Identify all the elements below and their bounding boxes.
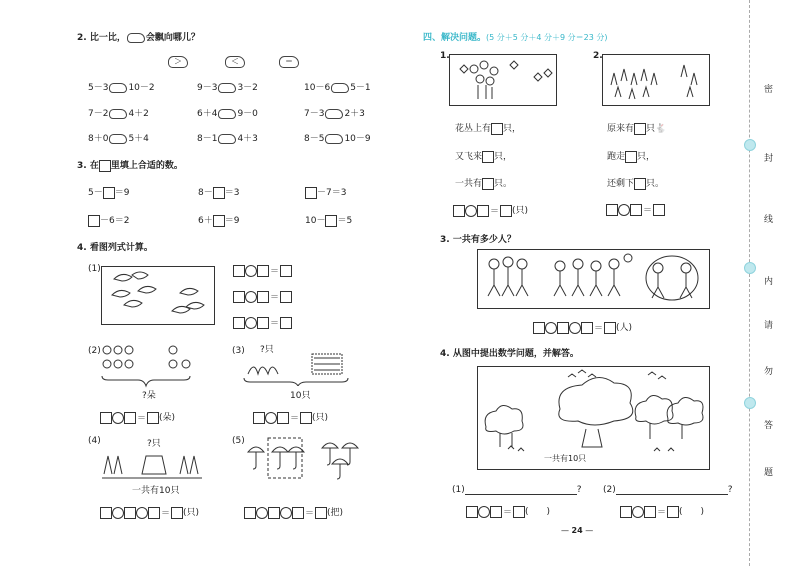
- q2-row: 6＋4 9－0: [197, 109, 258, 119]
- s1-line-2: 又飞来 只，: [455, 152, 513, 162]
- q3-item: －7＝3: [305, 185, 346, 199]
- answer-box[interactable]: [513, 506, 525, 518]
- answer-box[interactable]: [257, 265, 269, 277]
- answer-box[interactable]: [280, 291, 292, 303]
- answer-box[interactable]: [482, 151, 494, 163]
- answer-box[interactable]: [620, 506, 632, 518]
- dolphins-illustration: [102, 267, 214, 324]
- section-title: 四、解决问题。(5 分＋5 分＋4 分＋9 分＝23 分): [423, 33, 608, 43]
- q4-part4-top-label: ?只: [147, 439, 161, 449]
- answer-box[interactable]: [280, 265, 292, 277]
- dolphin-picture-frame: [101, 266, 215, 325]
- q3-item: 10－ ＝5: [305, 216, 353, 226]
- rabbits-basket-illustration: [98, 446, 208, 480]
- answer-box[interactable]: [533, 322, 545, 334]
- s2-equation: ＝: [606, 203, 665, 216]
- q2-top-cloud-2: ＜: [224, 56, 246, 68]
- q4-part1-equation-1: ＝: [233, 264, 292, 277]
- answer-box[interactable]: [300, 412, 312, 424]
- margin-char: 线: [764, 215, 774, 225]
- q4-part2-equation: ＝ (朵): [100, 410, 175, 424]
- s2-line-3: 还剩下 只。: [607, 179, 665, 189]
- q4-part4-total: 一共有10只: [132, 486, 180, 496]
- answer-circle[interactable]: [618, 204, 630, 216]
- birds-grass-illustration: [240, 352, 350, 386]
- q4-part3-top-label: ?只: [260, 345, 274, 355]
- answer-box[interactable]: [257, 291, 269, 303]
- q4-part3-equation: ＝ (只): [253, 410, 328, 424]
- q4-part1-label: (1): [88, 264, 101, 274]
- box-icon: [99, 160, 111, 172]
- q3-item: 8－ ＝3: [198, 188, 240, 198]
- answer-box[interactable]: [124, 412, 136, 424]
- answer-box[interactable]: [213, 187, 225, 199]
- binding-hole: [744, 397, 756, 409]
- q4-part3-label: (3): [232, 346, 245, 356]
- q4-part5-equation: ＝ (把): [244, 505, 343, 519]
- answer-box[interactable]: [453, 205, 465, 217]
- answer-circle[interactable]: [280, 507, 292, 519]
- q4-part2-label: (2): [88, 346, 101, 356]
- answer-box[interactable]: [490, 506, 502, 518]
- answer-box[interactable]: [325, 215, 337, 227]
- answer-cloud[interactable]: [325, 109, 343, 119]
- q2-row: 7－3 2＋3: [304, 109, 365, 119]
- s2-picture-frame: [602, 54, 710, 106]
- answer-box[interactable]: [557, 322, 569, 334]
- q2-row: 8－5 10－9: [304, 134, 371, 144]
- margin-char: 请: [764, 321, 774, 331]
- s3-title: 3. 一共有多少人？: [440, 235, 516, 245]
- page-number: — 24 —: [561, 526, 594, 535]
- q2-top-cloud-3: ＝: [278, 56, 300, 68]
- q2-title: 2. 比一比， 会飘向哪儿？: [77, 33, 200, 43]
- answer-cloud[interactable]: [218, 83, 236, 93]
- s4-picture-frame: [477, 366, 710, 470]
- q2-row: 9－3 3－2: [197, 83, 258, 93]
- q4-part2-brace-label: ?朵: [142, 391, 156, 401]
- answer-circle[interactable]: [545, 322, 557, 334]
- margin-char: 勿: [764, 367, 774, 377]
- answer-box[interactable]: [644, 506, 656, 518]
- answer-box[interactable]: [100, 507, 112, 519]
- answer-cloud[interactable]: [218, 109, 236, 119]
- answer-box[interactable]: [124, 507, 136, 519]
- binding-line: [749, 0, 750, 566]
- answer-cloud[interactable]: [109, 134, 127, 144]
- answer-cloud[interactable]: [325, 134, 343, 144]
- answer-cloud[interactable]: [218, 134, 236, 144]
- answer-box[interactable]: [630, 204, 642, 216]
- answer-box[interactable]: [103, 187, 115, 199]
- answer-box[interactable]: [604, 322, 616, 334]
- answer-box[interactable]: [280, 317, 292, 329]
- answer-circle[interactable]: [112, 507, 124, 519]
- s2-line-1: 原来有 只🐇: [607, 124, 667, 134]
- s2-line-2: 跑走 只，: [607, 152, 656, 162]
- margin-char: 密: [764, 85, 774, 95]
- margin-char: 封: [764, 154, 774, 164]
- answer-box[interactable]: [277, 412, 289, 424]
- answer-box[interactable]: [466, 506, 478, 518]
- trees-birds-illustration: [478, 367, 709, 469]
- s4-caption: 一共有10只: [544, 454, 587, 463]
- answer-circle[interactable]: [245, 317, 257, 329]
- answer-box[interactable]: [292, 507, 304, 519]
- answer-circle[interactable]: [256, 507, 268, 519]
- answer-box[interactable]: [148, 507, 160, 519]
- s4-equation-1: ＝ ( ): [466, 504, 550, 518]
- answer-circle[interactable]: [465, 205, 477, 217]
- q3-item: 5－ ＝9: [88, 188, 130, 198]
- answer-box[interactable]: [482, 178, 494, 190]
- q4-part4-label: (4): [88, 436, 101, 446]
- q2-row: 10－6 5－1: [304, 83, 371, 93]
- s3-picture-frame: [477, 249, 710, 309]
- binding-hole: [744, 139, 756, 151]
- q3-item: －6＝2: [88, 213, 129, 227]
- answer-circle[interactable]: [245, 291, 257, 303]
- answer-box[interactable]: [634, 178, 646, 190]
- margin-char: 题: [764, 468, 774, 478]
- answer-box[interactable]: [233, 291, 245, 303]
- children-playing-illustration: [478, 250, 709, 308]
- q4-part4-equation: ＝ (只): [100, 505, 199, 519]
- cloud-icon: [127, 33, 145, 43]
- answer-box[interactable]: [667, 506, 679, 518]
- answer-box[interactable]: [88, 215, 100, 227]
- q4-title: 4. 看图列式计算。: [77, 243, 153, 253]
- s1-line-3: 一共有 只。: [455, 179, 513, 189]
- s1-number: 1.: [440, 51, 450, 61]
- answer-box[interactable]: [147, 412, 159, 424]
- s1-picture-frame: [449, 54, 557, 106]
- rabbit-icon: 🐇: [655, 124, 667, 134]
- q4-part1-equation-2: ＝: [233, 290, 292, 303]
- q4-part3-brace-label: 10只: [290, 391, 311, 401]
- flowers-butterflies-illustration: [450, 55, 556, 105]
- q2-row: 7－2 4＋2: [88, 109, 149, 119]
- umbrellas-illustration: [244, 434, 364, 484]
- answer-box[interactable]: [257, 317, 269, 329]
- answer-box[interactable]: [253, 412, 265, 424]
- answer-box[interactable]: [581, 322, 593, 334]
- answer-circle[interactable]: [112, 412, 124, 424]
- answer-box[interactable]: [233, 317, 245, 329]
- s1-line-1: 花丛上有 只，: [455, 124, 522, 134]
- q3-item: 6＋ ＝9: [198, 216, 240, 226]
- s3-equation: ＝ (人): [533, 320, 632, 334]
- answer-box[interactable]: [653, 204, 665, 216]
- answer-circle[interactable]: [265, 412, 277, 424]
- answer-box[interactable]: [606, 204, 618, 216]
- binding-hole: [744, 262, 756, 274]
- answer-box[interactable]: [233, 265, 245, 277]
- answer-box[interactable]: [305, 187, 317, 199]
- answer-box[interactable]: [491, 123, 503, 135]
- s4-question-1: (1) ?: [452, 485, 582, 495]
- q2-row: 8－1 4＋3: [197, 134, 258, 144]
- answer-circle[interactable]: [478, 506, 490, 518]
- q3-title: 3. 在 里填上合适的数。: [77, 161, 183, 171]
- answer-cloud[interactable]: [109, 109, 127, 119]
- answer-box[interactable]: [268, 507, 280, 519]
- answer-box[interactable]: [100, 412, 112, 424]
- q2-top-cloud-1: ＞: [167, 56, 189, 68]
- s4-equation-2: ＝ ( ): [620, 504, 704, 518]
- q4-part5-label: (5): [232, 436, 245, 446]
- rabbits-illustration: [603, 55, 709, 105]
- s4-title: 4. 从图中提出数学问题，并解答。: [440, 349, 579, 359]
- s4-question-2: (2) ?: [603, 485, 733, 495]
- answer-cloud[interactable]: [331, 83, 349, 93]
- margin-char: 答: [764, 421, 774, 431]
- answer-box[interactable]: [477, 205, 489, 217]
- answer-box[interactable]: [244, 507, 256, 519]
- answer-box[interactable]: [634, 123, 646, 135]
- q2-row: 5－3 10－2: [88, 83, 155, 93]
- q4-part1-equation-3: ＝: [233, 316, 292, 329]
- answer-circle[interactable]: [632, 506, 644, 518]
- answer-circle[interactable]: [569, 322, 581, 334]
- s1-equation: ＝ (只): [453, 203, 528, 217]
- margin-char: 内: [764, 277, 774, 287]
- answer-circle[interactable]: [245, 265, 257, 277]
- answer-box[interactable]: [500, 205, 512, 217]
- answer-box[interactable]: [625, 151, 637, 163]
- answer-cloud[interactable]: [109, 83, 127, 93]
- answer-box[interactable]: [213, 215, 225, 227]
- q2-row: 8＋0 5＋4: [88, 134, 149, 144]
- s2-number: 2.: [593, 51, 603, 61]
- answer-box[interactable]: [315, 507, 327, 519]
- answer-box[interactable]: [171, 507, 183, 519]
- answer-circle[interactable]: [136, 507, 148, 519]
- flowers-illustration: [100, 342, 195, 388]
